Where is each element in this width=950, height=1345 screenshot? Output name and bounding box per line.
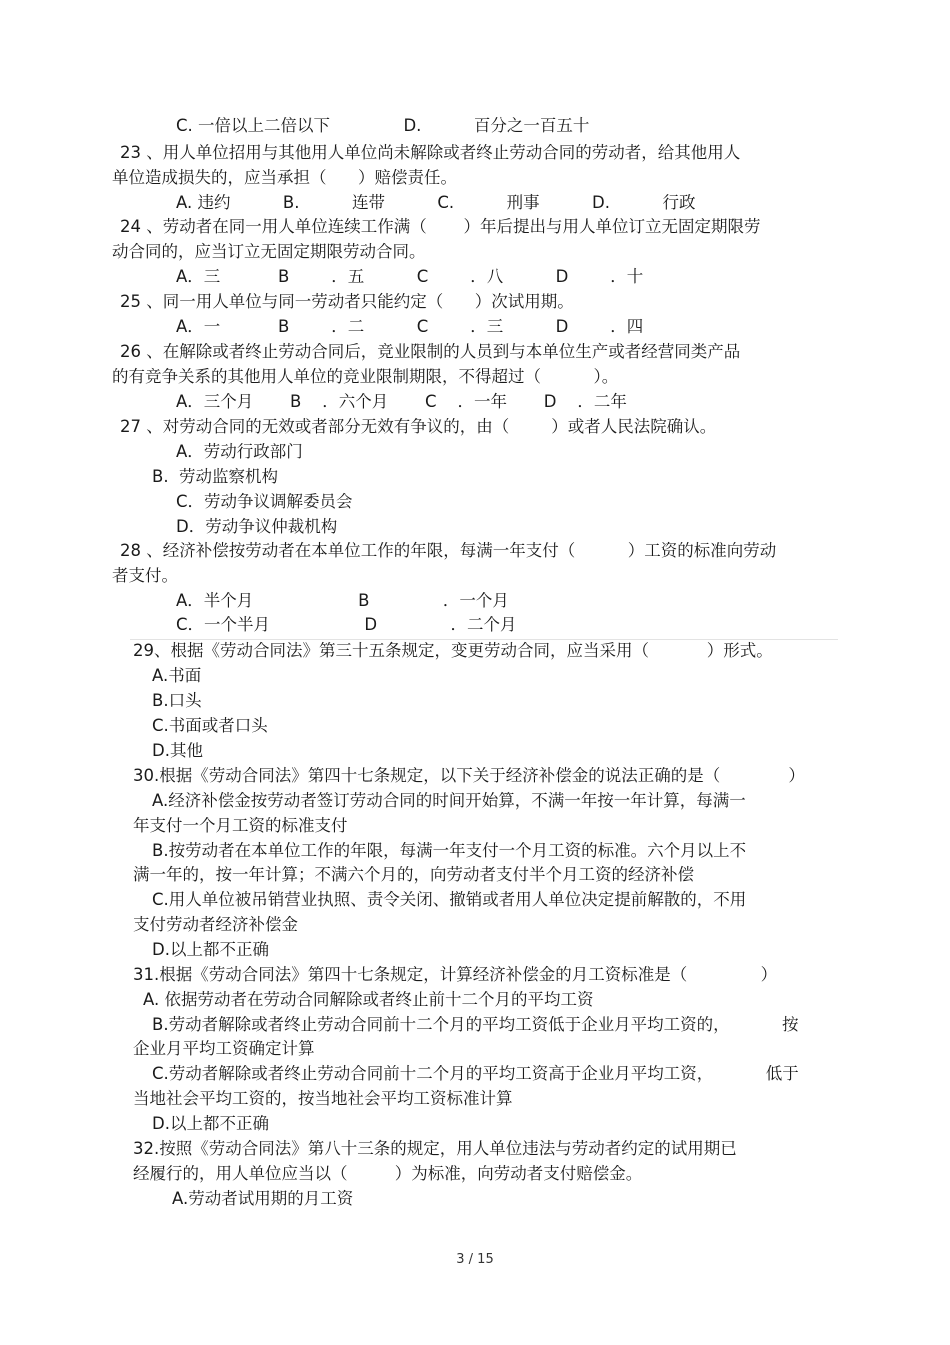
q30-option-d: D.以上都不正确 xyxy=(152,940,269,959)
q26-stem-line2: 的有竞争关系的其他用人单位的竞业限制期限，不得超过（ ）。 xyxy=(112,367,619,386)
q30-option-c-line2: 支付劳动者经济补偿金 xyxy=(133,915,298,934)
q31-option-a: A. 依据劳动者在劳动合同解除或者终止前十二个月的平均工资 xyxy=(143,990,594,1009)
q27-option-c: C．劳动争议调解委员会 xyxy=(176,492,353,511)
q25-options: A．一 B ．二 C ．三 D ．四 xyxy=(176,317,644,336)
q26-stem-line1: 26 、在解除或者终止劳动合同后，竞业限制的人员到与本单位生产或者经营同类产品 xyxy=(120,342,741,361)
q29-option-a: A.书面 xyxy=(152,666,202,685)
q22-options-cd: C. 一倍以上二倍以下 D. 百分之一百五十 xyxy=(176,116,590,135)
q30-option-b-line1: B.按劳动者在本单位工作的年限，每满一年支付一个月工资的标准。六个月以上不 xyxy=(152,841,747,860)
q23-stem-line2: 单位造成损失的，应当承担（ ）赔偿责任。 xyxy=(112,168,457,187)
q26-options: A．三个月 B ．六个月 C ．一年 D ．二年 xyxy=(176,392,627,411)
q25-stem: 25 、同一用人单位与同一劳动者只能约定（ ）次试用期。 xyxy=(120,292,574,311)
q27-option-a: A．劳动行政部门 xyxy=(176,442,303,461)
q28-stem-line2: 者支付。 xyxy=(112,566,178,585)
q31-option-c-line2: 当地社会平均工资的，按当地社会平均工资标准计算 xyxy=(133,1089,513,1108)
q27-option-d: D．劳动争议仲裁机构 xyxy=(176,517,338,536)
q23-stem-line1: 23 、用人单位招用与其他用人单位尚未解除或者终止劳动合同的劳动者，给其他用人 xyxy=(120,143,741,162)
q27-option-b: B. 劳动监察机构 xyxy=(152,467,279,486)
q29-option-b: B.口头 xyxy=(152,691,202,710)
q30-option-c-line1: C.用人单位被吊销营业执照、责令关闭、撤销或者用人单位决定提前解散的，不用 xyxy=(152,890,747,909)
q24-stem-line1: 24 、劳动者在同一用人单位连续工作满（ ）年后提出与用人单位订立无固定期限劳 xyxy=(120,217,761,236)
q29-stem: 29、根据《劳动合同法》第三十五条规定，变更劳动合同，应当采用（ ）形式。 xyxy=(133,641,773,660)
q31-stem: 31.根据《劳动合同法》第四十七条规定，计算经济补偿金的月工资标准是（ ） xyxy=(133,965,778,984)
page-number: 3 / 15 xyxy=(456,1252,494,1267)
q29-option-c: C.书面或者口头 xyxy=(152,716,268,735)
q30-option-a-line2: 年支付一个月工资的标准支付 xyxy=(133,816,348,835)
q28-stem-line1: 28 、经济补偿按劳动者在本单位工作的年限，每满一年支付（ ）工资的标准向劳动 xyxy=(120,541,777,560)
q31-option-d: D.以上都不正确 xyxy=(152,1114,269,1133)
q24-options: A．三 B ．五 C ．八 D ．十 xyxy=(176,267,644,286)
q27-stem: 27 、对劳动合同的无效或者部分无效有争议的，由（ ）或者人民法院确认。 xyxy=(120,417,717,436)
q31-option-b-line1: B.劳动者解除或者终止劳动合同前十二个月的平均工资低于企业月平均工资的， 按 xyxy=(152,1015,799,1034)
q32-stem-line2: 经履行的，用人单位应当以（ ）为标准，向劳动者支付赔偿金。 xyxy=(133,1164,643,1183)
q30-option-a-line1: A.经济补偿金按劳动者签订劳动合同的时间开始算，不满一年按一年计算，每满一 xyxy=(152,791,746,810)
q28-options-ab: A．半个月 B ．一个月 xyxy=(176,591,509,610)
q32-option-a: A.劳动者试用期的月工资 xyxy=(172,1189,354,1208)
q30-option-b-line2: 满一年的，按一年计算；不满六个月的，向劳动者支付半个月工资的经济补偿 xyxy=(133,865,694,884)
q23-options: A. 违约 B. 连带 C. 刑事 D. 行政 xyxy=(176,193,696,212)
q29-option-d: D.其他 xyxy=(152,741,203,760)
q31-option-c-line1: C.劳动者解除或者终止劳动合同前十二个月的平均工资高于企业月平均工资， 低于 xyxy=(152,1064,799,1083)
q28-options-cd: C．一个半月 D ．二个月 xyxy=(176,615,517,634)
q31-option-b-line2: 企业月平均工资确定计算 xyxy=(133,1039,315,1058)
q24-stem-line2: 动合同的，应当订立无固定期限劳动合同。 xyxy=(112,242,426,261)
q30-stem: 30.根据《劳动合同法》第四十七条规定，以下关于经济补偿金的说法正确的是（ ） xyxy=(133,766,805,785)
q32-stem-line1: 32.按照《劳动合同法》第八十三条的规定，用人单位违法与劳动者约定的试用期已 xyxy=(133,1139,737,1158)
